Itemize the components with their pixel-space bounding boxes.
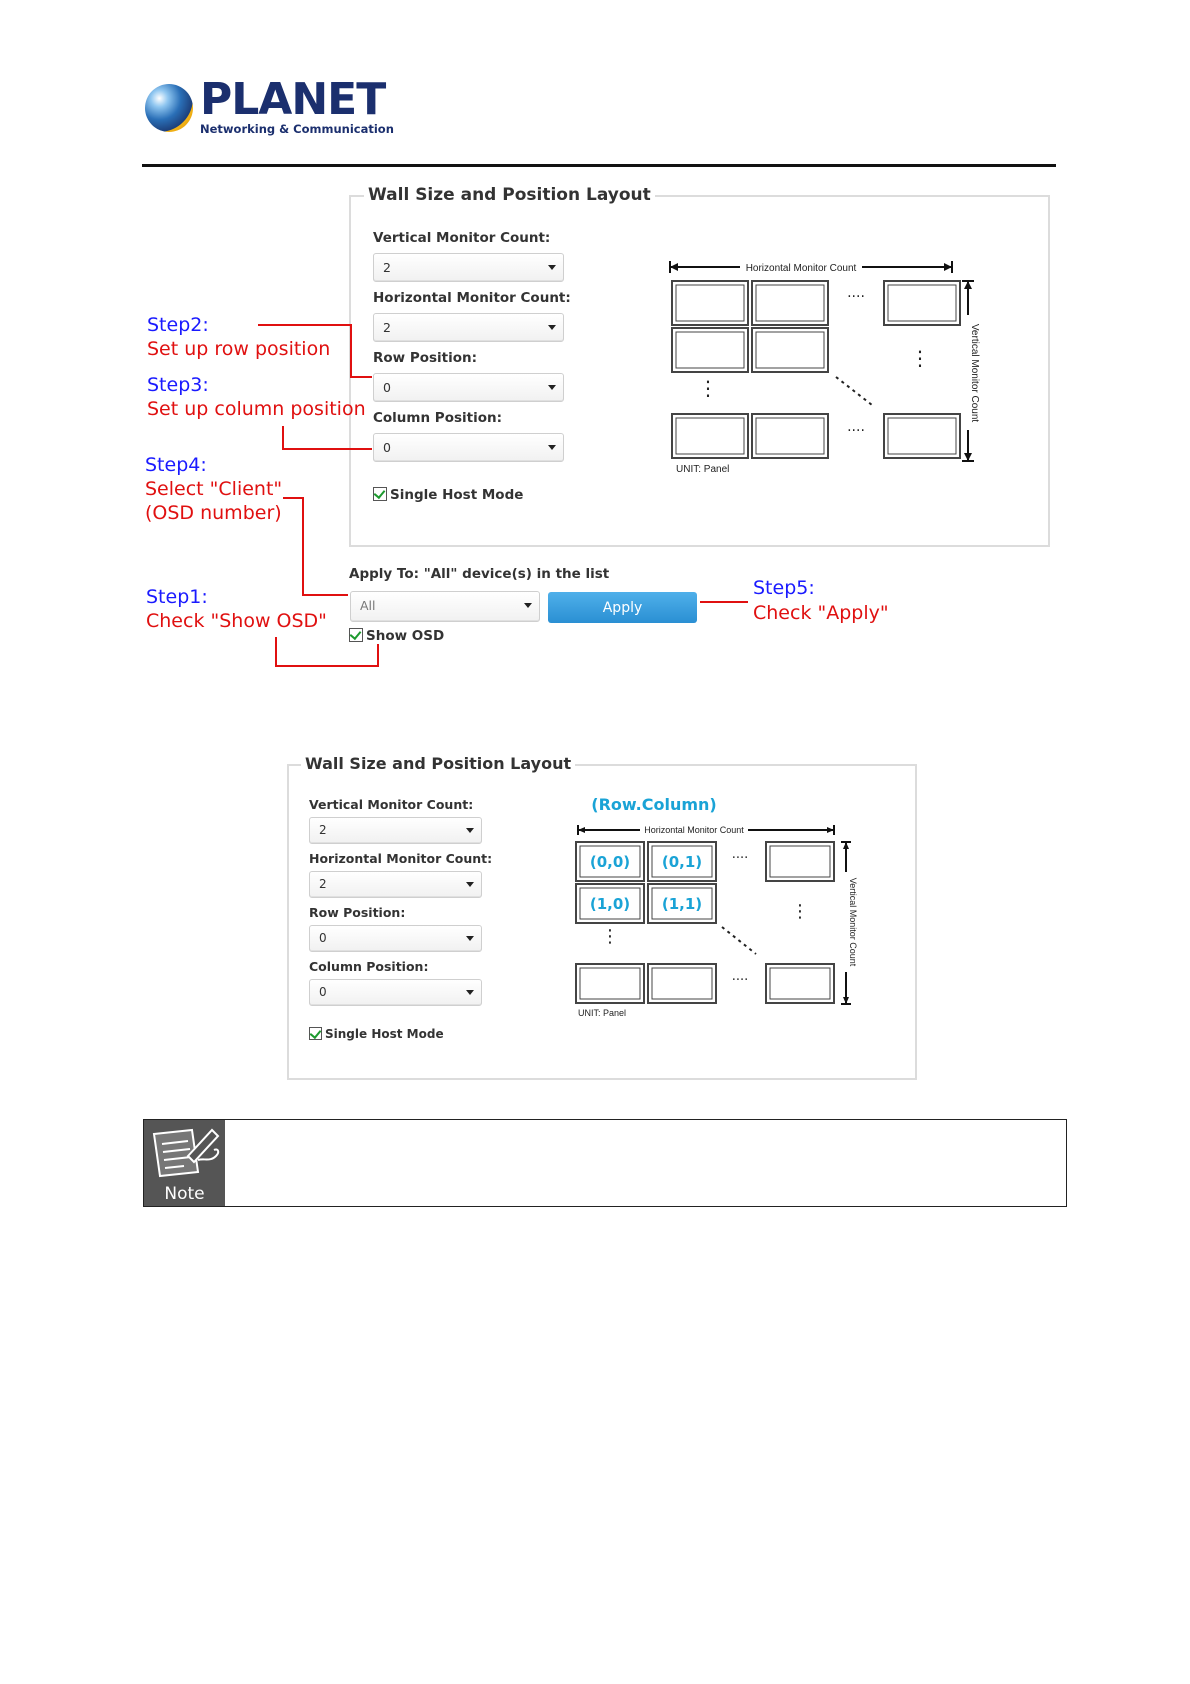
select-value: 2 [383, 260, 391, 275]
unit-caption: UNIT: Panel [676, 464, 730, 475]
step5-title: Step5: [753, 577, 815, 599]
step1-title: Step1: [146, 586, 208, 608]
vertical-count-label: Vertical Monitor Count: [309, 797, 474, 812]
chevron-down-icon [548, 265, 556, 270]
cell-label: (0,1) [661, 853, 703, 871]
vertical-count-label: Vertical Monitor Count: [373, 230, 551, 246]
step1-desc: Check "Show OSD" [146, 610, 327, 632]
vertical-dots: ⋮ [601, 926, 619, 947]
note-label: Note [164, 1184, 205, 1204]
show-osd-label: Show OSD [366, 628, 445, 644]
vertical-count-select[interactable] [373, 253, 564, 282]
single-host-checkbox[interactable] [373, 487, 387, 501]
row-position-label: Row Position: [309, 905, 406, 920]
horizontal-count-caption: Horizontal Monitor Count [745, 263, 857, 274]
chevron-down-icon [466, 882, 474, 887]
step2-desc: Set up row position [147, 338, 331, 360]
step4-title: Step4: [145, 454, 207, 476]
horizontal-dots: ···· [731, 851, 749, 866]
chevron-down-icon [524, 603, 532, 608]
unit-caption: UNIT: Panel [578, 1008, 627, 1018]
step3-desc: Set up column position [147, 398, 366, 420]
column-position-select[interactable] [373, 433, 564, 462]
apply-to-label: Apply To: "All" device(s) in the list [349, 566, 610, 582]
single-host-label: Single Host Mode [390, 487, 524, 503]
wall-layout-diagram-1 [660, 255, 990, 485]
step4-desc-2: (OSD number) [145, 502, 282, 524]
horizontal-count-label: Horizontal Monitor Count: [309, 851, 493, 866]
wall-layout-diagram-2 [570, 792, 860, 1022]
single-host-checkbox[interactable] [309, 1027, 322, 1040]
select-value: 0 [319, 931, 327, 945]
row-position-label: Row Position: [373, 350, 478, 366]
vertical-dots: ⋮ [910, 346, 930, 370]
row-column-title: (Row.Column) [591, 795, 717, 814]
horizontal-count-label: Horizontal Monitor Count: [373, 290, 571, 306]
apply-to-select[interactable] [350, 591, 540, 622]
check-icon [374, 487, 386, 499]
select-value: 2 [319, 823, 327, 837]
brand-name: PLANET [200, 74, 386, 125]
chevron-down-icon [466, 828, 474, 833]
apply-button[interactable]: Apply [548, 592, 697, 623]
step5-desc: Check "Apply" [753, 602, 889, 624]
brand-tagline: Networking & Communication [200, 122, 394, 136]
select-value: 2 [319, 877, 327, 891]
chevron-down-icon [548, 445, 556, 450]
vertical-dots: ⋮ [698, 376, 718, 400]
chevron-down-icon [466, 990, 474, 995]
horizontal-dots: ···· [847, 423, 865, 439]
step4-desc-1: Select "Client" [145, 478, 283, 500]
note-icon [144, 1120, 225, 1206]
row-position-select[interactable] [373, 373, 564, 402]
chevron-down-icon [548, 385, 556, 390]
select-value: 0 [319, 985, 327, 999]
vertical-count-select[interactable] [309, 817, 482, 844]
globe-icon [145, 84, 193, 132]
chevron-down-icon [466, 936, 474, 941]
vertical-dots: ⋮ [791, 901, 809, 922]
select-value: 2 [383, 320, 391, 335]
horizontal-count-caption: Horizontal Monitor Count [644, 825, 744, 835]
cell-label: (0,0) [589, 853, 631, 871]
panel-2-legend: Wall Size and Position Layout [301, 754, 575, 773]
row-position-select[interactable] [309, 925, 482, 952]
pen-paper-icon [144, 1120, 225, 1184]
step3-title: Step3: [147, 374, 209, 396]
step2-title: Step2: [147, 314, 209, 336]
single-host-label: Single Host Mode [325, 1027, 444, 1041]
column-position-select[interactable] [309, 979, 482, 1006]
horizontal-dots: ···· [847, 289, 865, 305]
select-value: All [360, 598, 376, 613]
check-icon [310, 1027, 322, 1039]
header-divider [142, 164, 1056, 167]
column-position-label: Column Position: [309, 959, 429, 974]
select-value: 0 [383, 440, 391, 455]
horizontal-count-select[interactable] [309, 871, 482, 898]
show-osd-checkbox[interactable] [349, 628, 363, 642]
vertical-count-caption: Vertical Monitor Count [848, 877, 858, 967]
panel-1-legend: Wall Size and Position Layout [364, 185, 655, 205]
select-value: 0 [383, 380, 391, 395]
horizontal-dots: ···· [731, 973, 749, 988]
check-icon [350, 628, 362, 640]
vertical-count-caption: Vertical Monitor Count [969, 323, 980, 423]
column-position-label: Column Position: [373, 410, 502, 426]
note-box [143, 1119, 1067, 1207]
chevron-down-icon [548, 325, 556, 330]
horizontal-count-select[interactable] [373, 313, 564, 342]
cell-label: (1,0) [589, 895, 631, 913]
cell-label: (1,1) [661, 895, 703, 913]
